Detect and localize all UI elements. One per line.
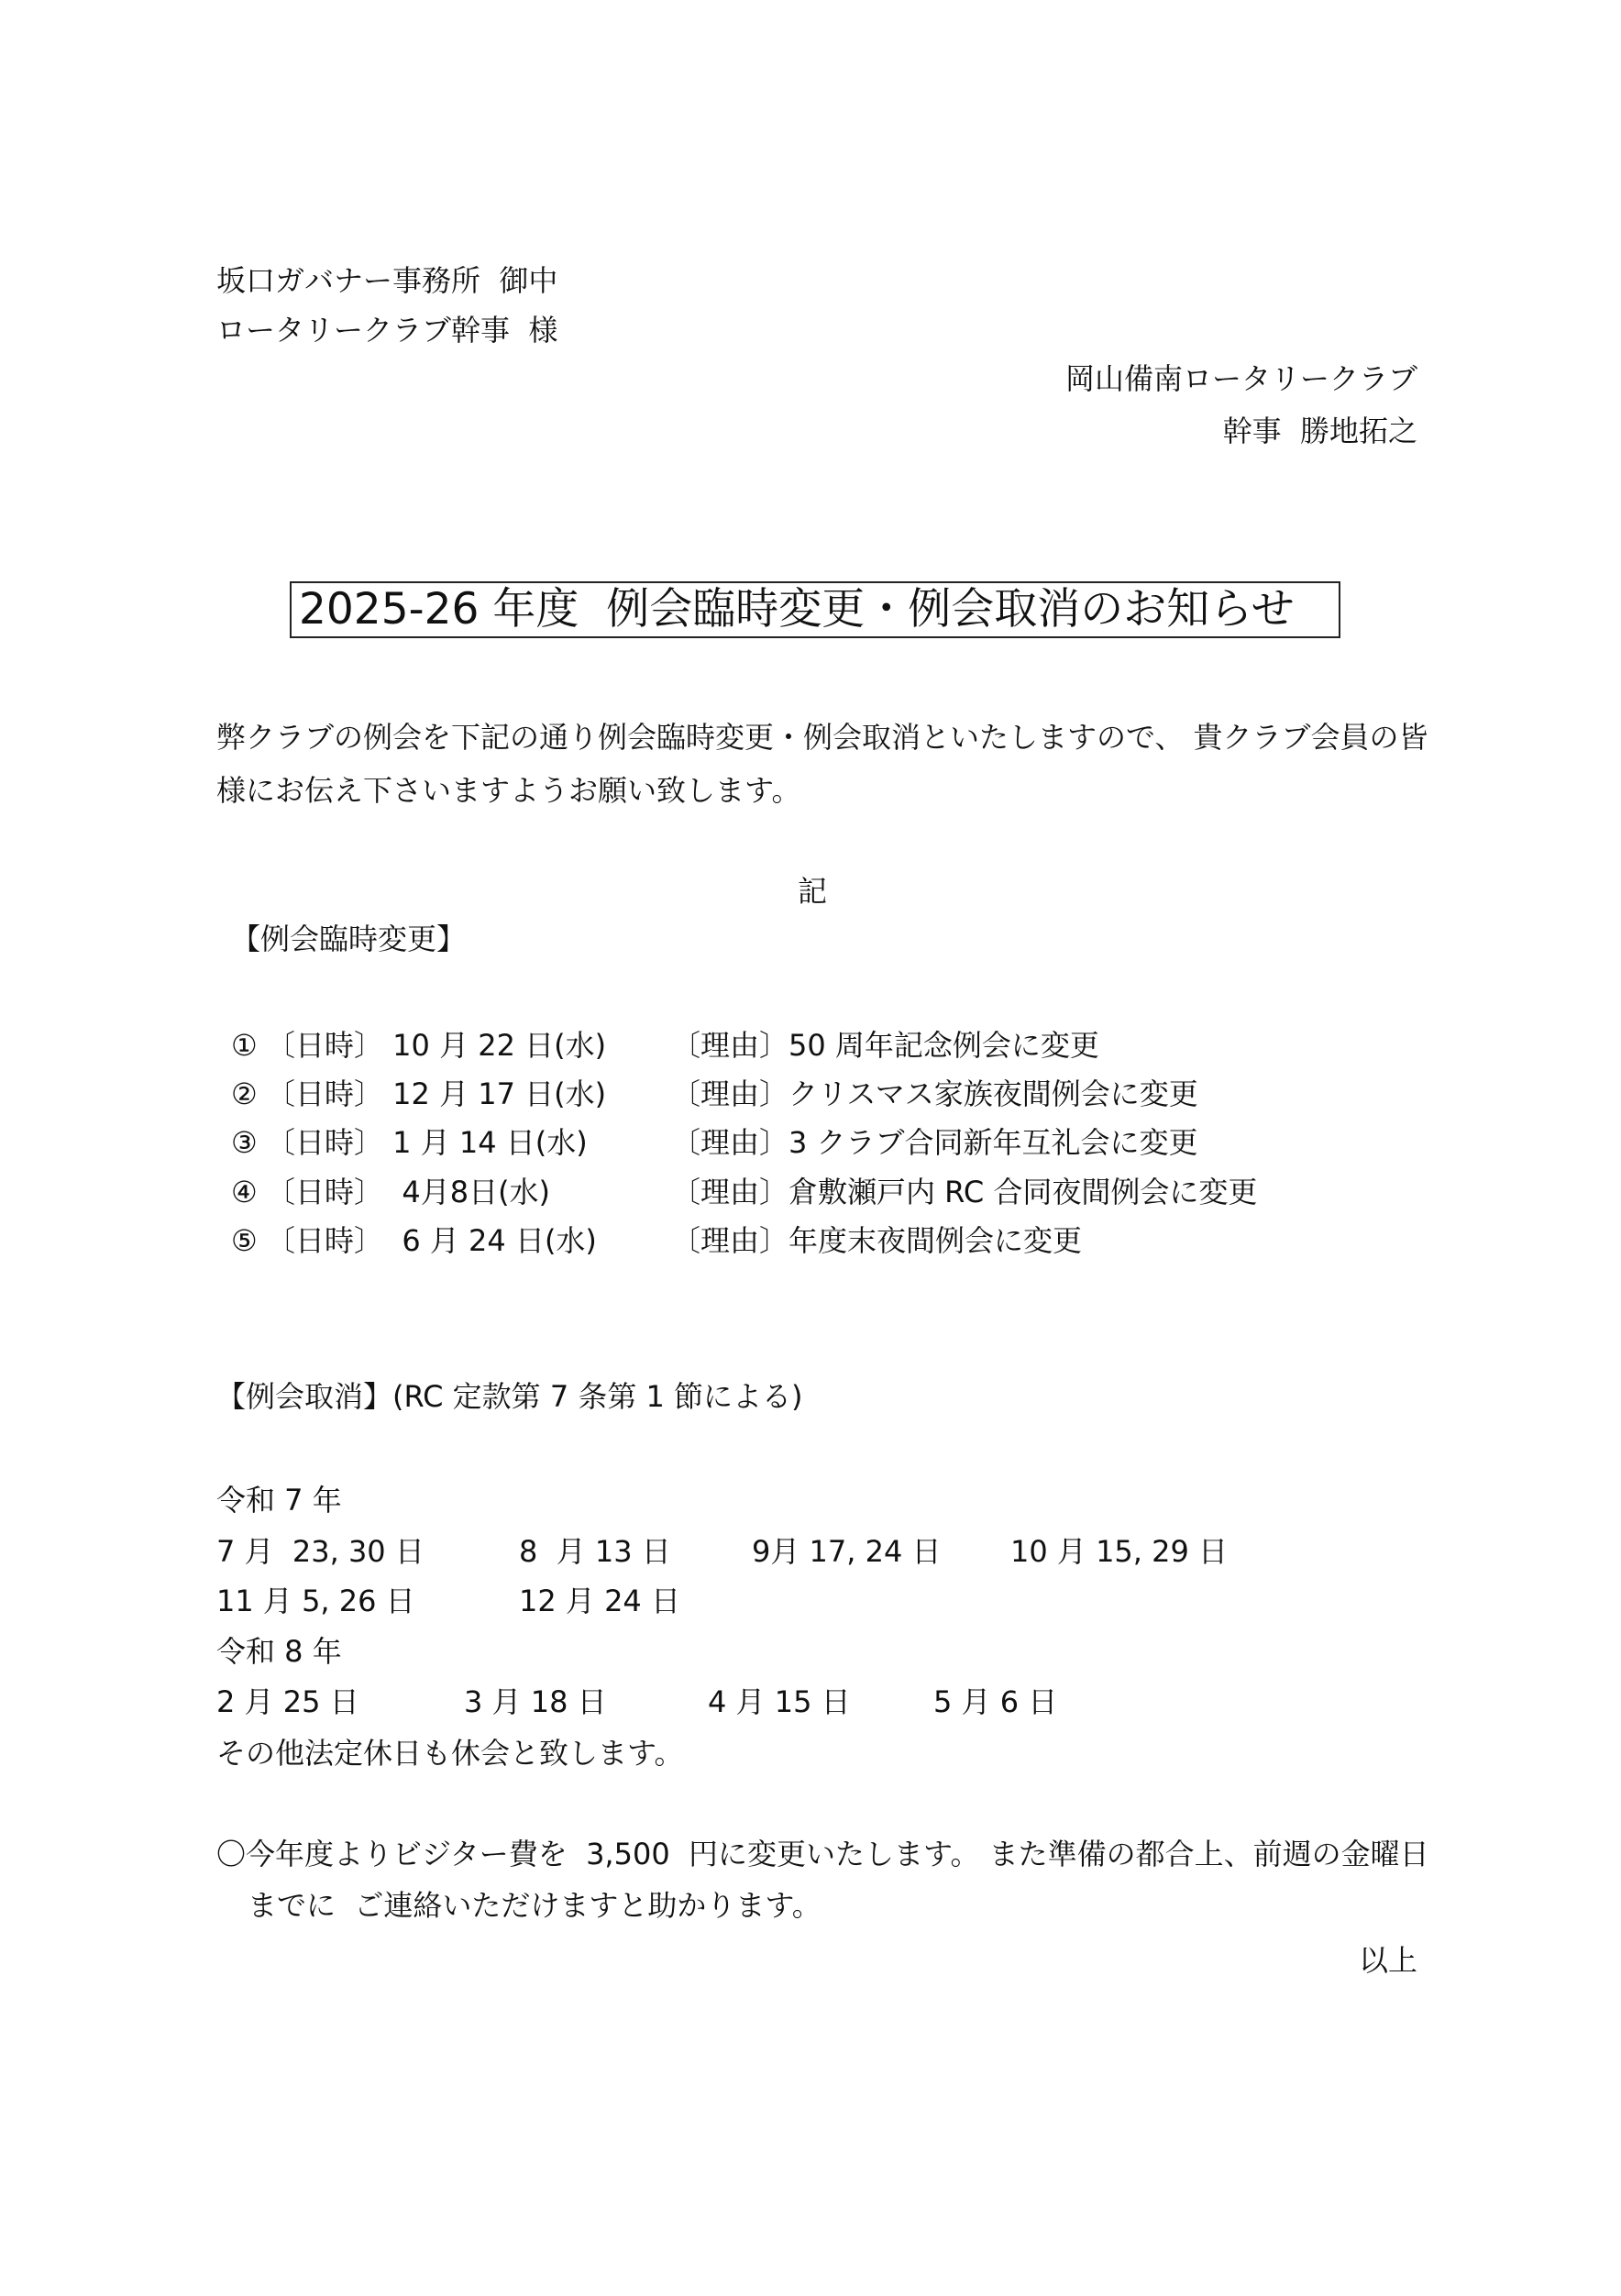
sender-club: 岡山備南ロータリークラブ — [1064, 361, 1417, 396]
reiwa-7-label: 令和 7 年 — [216, 1483, 342, 1518]
change-date: 〔日時〕 10 月 22 日(水) — [266, 1028, 607, 1063]
cancel-date: 9月 17, 24 日 — [752, 1534, 942, 1569]
cancel-date: 5 月 6 日 — [933, 1684, 1058, 1719]
change-number: ⑤ — [231, 1223, 258, 1258]
visitor-note-line-2: までに ご連絡いただけますと助かります。 — [248, 1888, 822, 1923]
document-title: 2025-26 年度 例会臨時変更・例会取消のお知らせ — [290, 581, 1340, 638]
holiday-note: その他法定休日も休会と致します。 — [216, 1736, 684, 1771]
cancel-date: 11 月 5, 26 日 — [216, 1584, 415, 1618]
cancel-date: 12 月 24 日 — [519, 1584, 680, 1618]
change-reason: 〔理由〕倉敷瀬戸内 RC 合同夜間例会に変更 — [671, 1175, 1258, 1209]
closing-text: 以上 — [1358, 1943, 1417, 1978]
intro-line-2: 様にお伝え下さいますようお願い致します。 — [216, 773, 801, 808]
change-date: 〔日時〕 4月8日(水) — [266, 1175, 551, 1209]
reiwa-8-label: 令和 8 年 — [216, 1634, 342, 1669]
change-date: 〔日時〕 1 月 14 日(水) — [266, 1125, 588, 1160]
change-date: 〔日時〕 6 月 24 日(水) — [266, 1223, 597, 1258]
cancel-date: 4 月 15 日 — [708, 1684, 851, 1719]
change-date: 〔日時〕 12 月 17 日(水) — [266, 1076, 607, 1111]
cancel-date: 8 月 13 日 — [519, 1534, 671, 1569]
cancel-date: 7 月 23, 30 日 — [216, 1534, 425, 1569]
intro-line-1: 弊クラブの例会を下記の通り例会臨時変更・例会取消といたしますので、 貴クラブ会員の皆 — [216, 720, 1428, 755]
change-reason: 〔理由〕3 クラブ合同新年互礼会に変更 — [671, 1125, 1198, 1160]
cancel-date: 3 月 18 日 — [464, 1684, 607, 1719]
change-reason: 〔理由〕年度末夜間例会に変更 — [671, 1223, 1083, 1258]
change-number: ① — [231, 1028, 258, 1063]
change-number: ② — [231, 1076, 258, 1111]
ki-marker: 記 — [797, 874, 827, 909]
changes-heading: 【例会臨時変更】 — [231, 922, 467, 956]
change-number: ④ — [231, 1175, 258, 1209]
addressee-club-secretaries: ロータリークラブ幹事 様 — [216, 313, 558, 348]
cancel-date: 2 月 25 日 — [216, 1684, 359, 1719]
sender-secretary: 幹事 勝地拓之 — [1222, 414, 1417, 448]
change-reason: 〔理由〕50 周年記念例会に変更 — [671, 1028, 1099, 1063]
change-number: ③ — [231, 1125, 258, 1160]
cancellations-heading: 【例会取消】(RC 定款第 7 条第 1 節による) — [216, 1379, 803, 1414]
cancel-date: 10 月 15, 29 日 — [1010, 1534, 1229, 1569]
change-reason: 〔理由〕クリスマス家族夜間例会に変更 — [671, 1076, 1198, 1111]
visitor-note-line-1: 〇今年度よりビジター費を 3,500 円に変更いたします。 また準備の都合上、前週の金曜日 — [216, 1837, 1429, 1871]
addressee-governor-office: 坂口ガバナー事務所 御中 — [216, 263, 558, 298]
